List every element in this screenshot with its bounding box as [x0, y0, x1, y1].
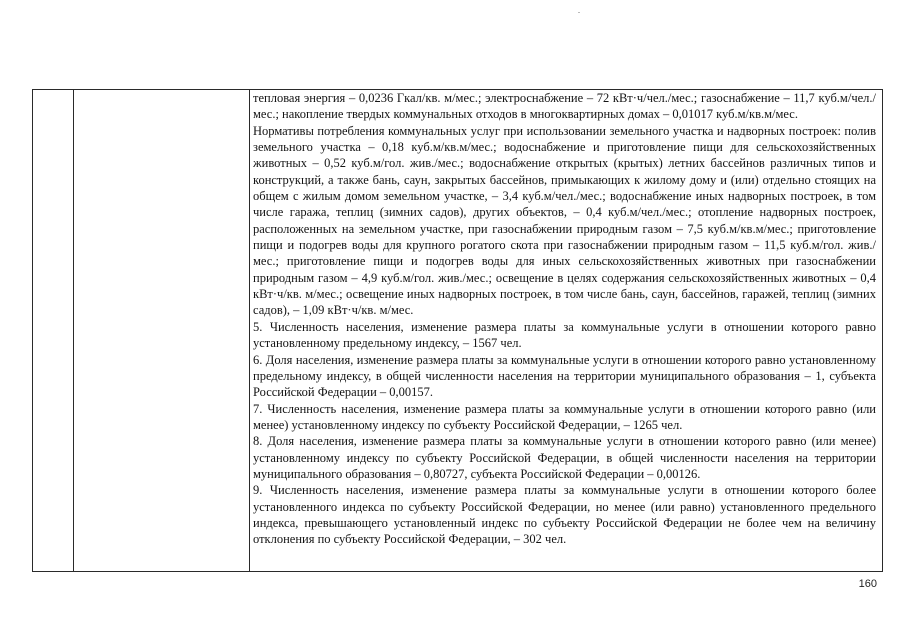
- cell-text: [250, 90, 882, 571]
- table-cell-name: [74, 90, 250, 572]
- paragraph-item-5: 5. Численность населения, изменение размера платы за коммунальные услуги в отношении которого равно установленному предельному индексу, – 1567 чел.: [253, 319, 876, 351]
- paragraph-item-8: 8. Доля населения, изменение размера платы за коммунальные услуги в отношении которого равно (или менее) установленному индексу по субъекту Российской Федерации, в общей численности населения на территории муниципального образования – 0,80727, субъекта Российской Федерации – 0,00126.: [253, 434, 876, 481]
- paragraph-item-6: 6. Доля населения, изменение размера платы за коммунальные услуги в отношении которого равно установленному предельному индексу, в общей численности населения на территории муниципального образования – 1, субъекта Российской Федерации – 0,00157.: [253, 352, 876, 400]
- table-cell-number: [33, 90, 74, 572]
- table-cell-content: [250, 90, 883, 572]
- content-table: [32, 89, 883, 572]
- paragraph-item-7: 7. Численность населения, изменение размера платы за коммунальные услуги в отношении которого равно (или менее) установленному индексу по субъекту Российской Федерации, – 1265 чел.: [253, 401, 876, 432]
- paragraph-item-9: 9. Численность населения, изменение размера платы за коммунальные услуги в отношении которого более установленного индекса по субъекту Российской Федерации, но менее (или равно) установленного предельного индекса, превышающего установленный индекс по субъекту Российской Федерации не более чем на величину отклонения по субъекту Российской Федерации, – 302 чел.: [253, 483, 876, 547]
- paragraph-heat-electric-gas: тепловая энергия – 0,0236 Гкал/кв. м/мес.; электроснабжение – 72 кВт·ч/чел./мес.; газоснабжение – 11,7 куб.м/чел./мес.; накопление твердых коммунальных отходов в многоквартирных домах – 0,01017 куб.м/кв.м/мес.: [253, 91, 876, 122]
- scan-speck: [578, 12, 580, 13]
- page-number: 160: [858, 578, 877, 590]
- table-row: [33, 90, 883, 572]
- paragraph-land-norms: Нормативы потребления коммунальных услуг при использовании земельного участка и надворных построек: полив земельного участка – 0,18 куб.м/кв.м/мес.; водоснабжение и приготовление пищи для сельскохозяйственных животных – 0,52 куб.м/гол. жив./мес.; водоснабжение открытых (крытых) летних бассейнов различных типов и конструкций, а также бань, саун, закрытых бассейнов, примыкающих к жилому дому и (или) отдельно стоящих на общем с жилым домом земельном участке, – 3,4 куб.м/чел./мес.; водоснабжение иных надворных построек, в том числе гаража, теплиц (зимних садов), других объектов, – 0,4 куб.м/чел./мес.; отопление надворных построек, расположенных на земельном участке, при газоснабжении природным газом – 7,5 куб.м/кв.м/мес.; приготовление пищи и подогрев воды для крупного рогатого скота при газоснабжении природным газом – 11,5 куб.м/гол. жив./мес.; приготовление пищи и подогрев воды для иных сельскохозяйственных животных при газоснабжении природным газом – 4,9 куб.м/гол. жив./мес.; освещение в целях содержания сельскохозяйственных животных – 0,4 кВт·ч/кв. м/мес.; освещение иных надворных построек, в том числе бань, саун, бассейнов, гаражей, теплиц (зимних садов), – 1,09 кВт·ч/кв. м/мес.: [253, 123, 876, 318]
